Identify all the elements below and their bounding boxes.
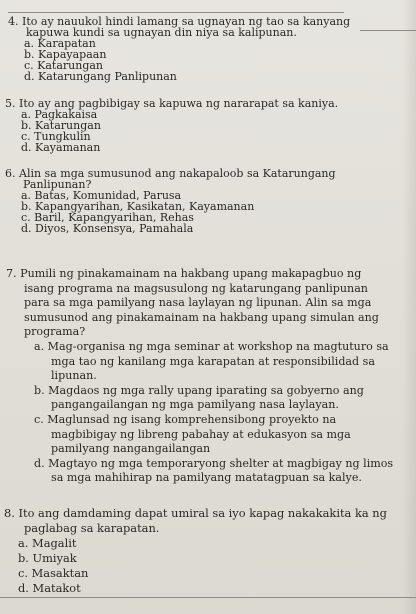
option-d[interactable]: d. Katarungang Panlipunan — [24, 70, 177, 83]
option-d[interactable]: d. Diyos, Konsensya, Pamahala — [21, 222, 194, 235]
question-stem-line: programa? — [24, 325, 86, 339]
option-d[interactable]: d. Magtayo ng mga temporaryong shelter at magbigay ng limos — [34, 456, 394, 470]
top-divider — [8, 12, 344, 13]
question-stem-line: paglabag sa karapatan. — [24, 521, 160, 535]
option-d[interactable]: d. Matakot — [18, 581, 81, 595]
question-7 — [6, 267, 393, 486]
option-b[interactable]: b. Kapangyarihan, Kasikatan, Kayamanan — [21, 200, 255, 213]
question-stem-line: kapuwa kundi sa ugnayan din niya sa kalipunan. — [26, 26, 297, 39]
question-stem-line: sumusunod ang pinakamainam na hakbang upang simulan ang — [24, 310, 379, 324]
option-b-continued: pangangailangan ng mga pamilyang nasa laylayan. — [51, 398, 339, 412]
question-stem-line: 7. Pumili ng pinakamainam na hakbang upang makapagbuo ng — [6, 267, 362, 280]
question-stem-line: 5. Ito ay ang pagbibigay sa kapuwa ng nararapat sa kaniya. — [5, 97, 339, 110]
question-stem-line: 6. Alin sa mga sumusunod ang nakapaloob sa Katarungang — [5, 167, 336, 180]
option-a-continued: lipunan. — [51, 369, 97, 383]
option-a[interactable]: a. Pagkakaisa — [21, 108, 98, 121]
question-stem-line: Panlipunan? — [23, 178, 92, 191]
question-stem-line: para sa mga pamilyang nasa laylayan ng lipunan. Alin sa mga — [24, 296, 372, 310]
question-stem-line: 8. Ito ang damdaming dapat umiral sa iyo kapag nakakakita ka ng — [4, 506, 387, 520]
question-5 — [5, 98, 338, 153]
page-edge-shadow — [402, 0, 416, 614]
question-stem-line: 4. Ito ay nauukol hindi lamang sa ugnayan ng tao sa kanyang — [8, 15, 351, 28]
option-c[interactable]: c. Katarungan — [24, 59, 104, 72]
option-d-continued: sa mga mahihirap na pamilyang matatagpuan sa kalye. — [51, 471, 362, 485]
option-c-continued: pamilyang nangangailangan — [51, 442, 211, 456]
bottom-divider — [0, 597, 416, 598]
option-b[interactable]: b. Kapayapaan — [24, 48, 107, 61]
option-a[interactable]: a. Magalit — [18, 536, 77, 550]
option-a[interactable]: a. Mag-organisa ng mga seminar at workshop na magtuturo sa — [34, 339, 389, 353]
side-divider — [360, 30, 416, 31]
option-c[interactable]: c. Tungkulin — [21, 130, 91, 143]
option-b[interactable]: b. Magdaos ng mga rally upang iparating sa gobyerno ang — [34, 383, 364, 397]
option-a[interactable]: a. Batas, Komunidad, Parusa — [21, 189, 182, 202]
option-d[interactable]: d. Kayamanan — [21, 141, 101, 154]
option-c-continued: magbibigay ng libreng pabahay at edukasyon sa mga — [51, 427, 351, 441]
question-number: 8. — [4, 506, 15, 520]
question-number: 5. — [5, 97, 16, 110]
option-c[interactable]: c. Masaktan — [18, 566, 89, 580]
option-c[interactable]: c. Maglunsad ng isang komprehensibong proyekto na — [34, 412, 337, 426]
option-b[interactable]: b. Umiyak — [18, 551, 77, 565]
question-number: 7. — [6, 267, 17, 280]
option-a[interactable]: a. Karapatan — [24, 37, 96, 50]
question-number: 4. — [8, 15, 19, 28]
option-c[interactable]: c. Baril, Kapangyarihan, Rehas — [21, 211, 194, 224]
question-stem-line: isang programa na magsusulong ng katarungang panlipunan — [24, 281, 368, 295]
question-8 — [4, 506, 387, 596]
question-4 — [8, 16, 350, 82]
question-number: 6. — [5, 167, 16, 180]
question-6 — [5, 168, 336, 234]
option-a-continued: mga tao ng kanilang mga karapatan at responsibilidad sa — [51, 354, 375, 368]
option-b[interactable]: b. Katarungan — [21, 119, 101, 132]
